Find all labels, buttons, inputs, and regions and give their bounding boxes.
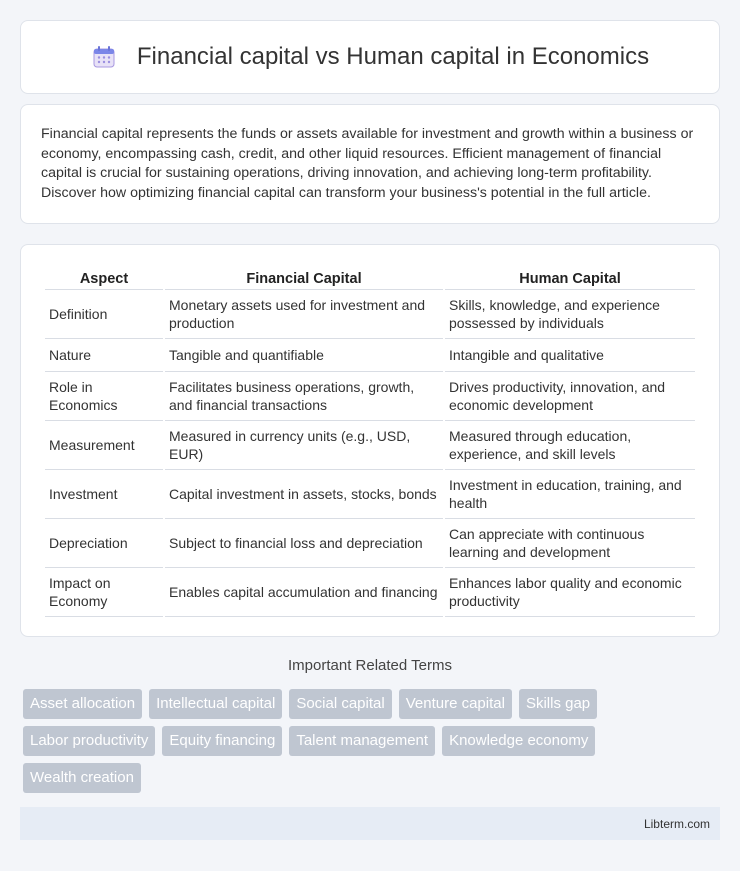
- aspect-cell: Measurement: [45, 423, 163, 470]
- related-term-tag[interactable]: Skills gap: [519, 689, 597, 719]
- calendar-icon: [91, 44, 117, 70]
- financial-cell: Subject to financial loss and depreciation: [165, 521, 443, 568]
- human-cell: Enhances labor quality and economic productivity: [445, 570, 695, 617]
- related-term-tag[interactable]: Talent management: [289, 726, 435, 756]
- related-term-tag[interactable]: Asset allocation: [23, 689, 142, 719]
- human-cell: Investment in education, training, and health: [445, 472, 695, 519]
- intro-text: Financial capital represents the funds or assets available for investment and growth within a business or economy, encompassing cash, credit, and other liquid resources. Efficient management of financial capital is crucial for sustaining operations, driving innovation, and achieving long-term profitability. Discover how optimizing financial capital can transform your business's potential in the full article.: [41, 126, 694, 201]
- column-header-human: Human Capital: [445, 267, 695, 290]
- footer: [20, 807, 720, 840]
- intro-card: [20, 104, 720, 224]
- page-title: Financial capital vs Human capital in Economics: [136, 43, 650, 70]
- comparison-table-card: [20, 244, 720, 637]
- table-row: [45, 423, 695, 470]
- table-row: [45, 521, 695, 568]
- related-terms-title: Important Related Terms: [288, 657, 452, 674]
- financial-cell: Measured in currency units (e.g., USD, EUR): [165, 423, 443, 470]
- aspect-cell: Impact on Economy: [45, 570, 163, 617]
- column-header-aspect: Aspect: [45, 267, 163, 290]
- human-cell: Skills, knowledge, and experience possessed by individuals: [445, 292, 695, 339]
- aspect-cell: Investment: [45, 472, 163, 519]
- table-header-row: [45, 267, 695, 290]
- financial-cell: Facilitates business operations, growth, and financial transactions: [165, 374, 443, 421]
- human-cell: Drives productivity, innovation, and economic development: [445, 374, 695, 421]
- column-header-financial: Financial Capital: [165, 267, 443, 290]
- table-row: [45, 472, 695, 519]
- aspect-cell: Definition: [45, 292, 163, 339]
- related-terms-list: [23, 689, 673, 793]
- related-term-tag[interactable]: Equity financing: [162, 726, 282, 756]
- financial-cell: Monetary assets used for investment and production: [165, 292, 443, 339]
- table-row: [45, 292, 695, 339]
- aspect-cell: Nature: [45, 341, 163, 372]
- aspect-cell: Depreciation: [45, 521, 163, 568]
- related-term-tag[interactable]: Venture capital: [399, 689, 512, 719]
- human-cell: Can appreciate with continuous learning and development: [445, 521, 695, 568]
- table-row: [45, 341, 695, 372]
- header-card: [20, 20, 720, 94]
- related-term-tag[interactable]: Labor productivity: [23, 726, 155, 756]
- related-term-tag[interactable]: Knowledge economy: [442, 726, 595, 756]
- related-term-tag[interactable]: Social capital: [289, 689, 391, 719]
- footer-link[interactable]: Libterm.com: [643, 816, 710, 831]
- financial-cell: Enables capital accumulation and financing: [165, 570, 443, 617]
- comparison-table: [43, 265, 697, 619]
- human-cell: Measured through education, experience, and skill levels: [445, 423, 695, 470]
- table-row: [45, 570, 695, 617]
- related-term-tag[interactable]: Wealth creation: [23, 763, 141, 793]
- related-term-tag[interactable]: Intellectual capital: [149, 689, 282, 719]
- table-row: [45, 374, 695, 421]
- aspect-cell: Role in Economics: [45, 374, 163, 421]
- financial-cell: Capital investment in assets, stocks, bonds: [165, 472, 443, 519]
- financial-cell: Tangible and quantifiable: [165, 341, 443, 372]
- human-cell: Intangible and qualitative: [445, 341, 695, 372]
